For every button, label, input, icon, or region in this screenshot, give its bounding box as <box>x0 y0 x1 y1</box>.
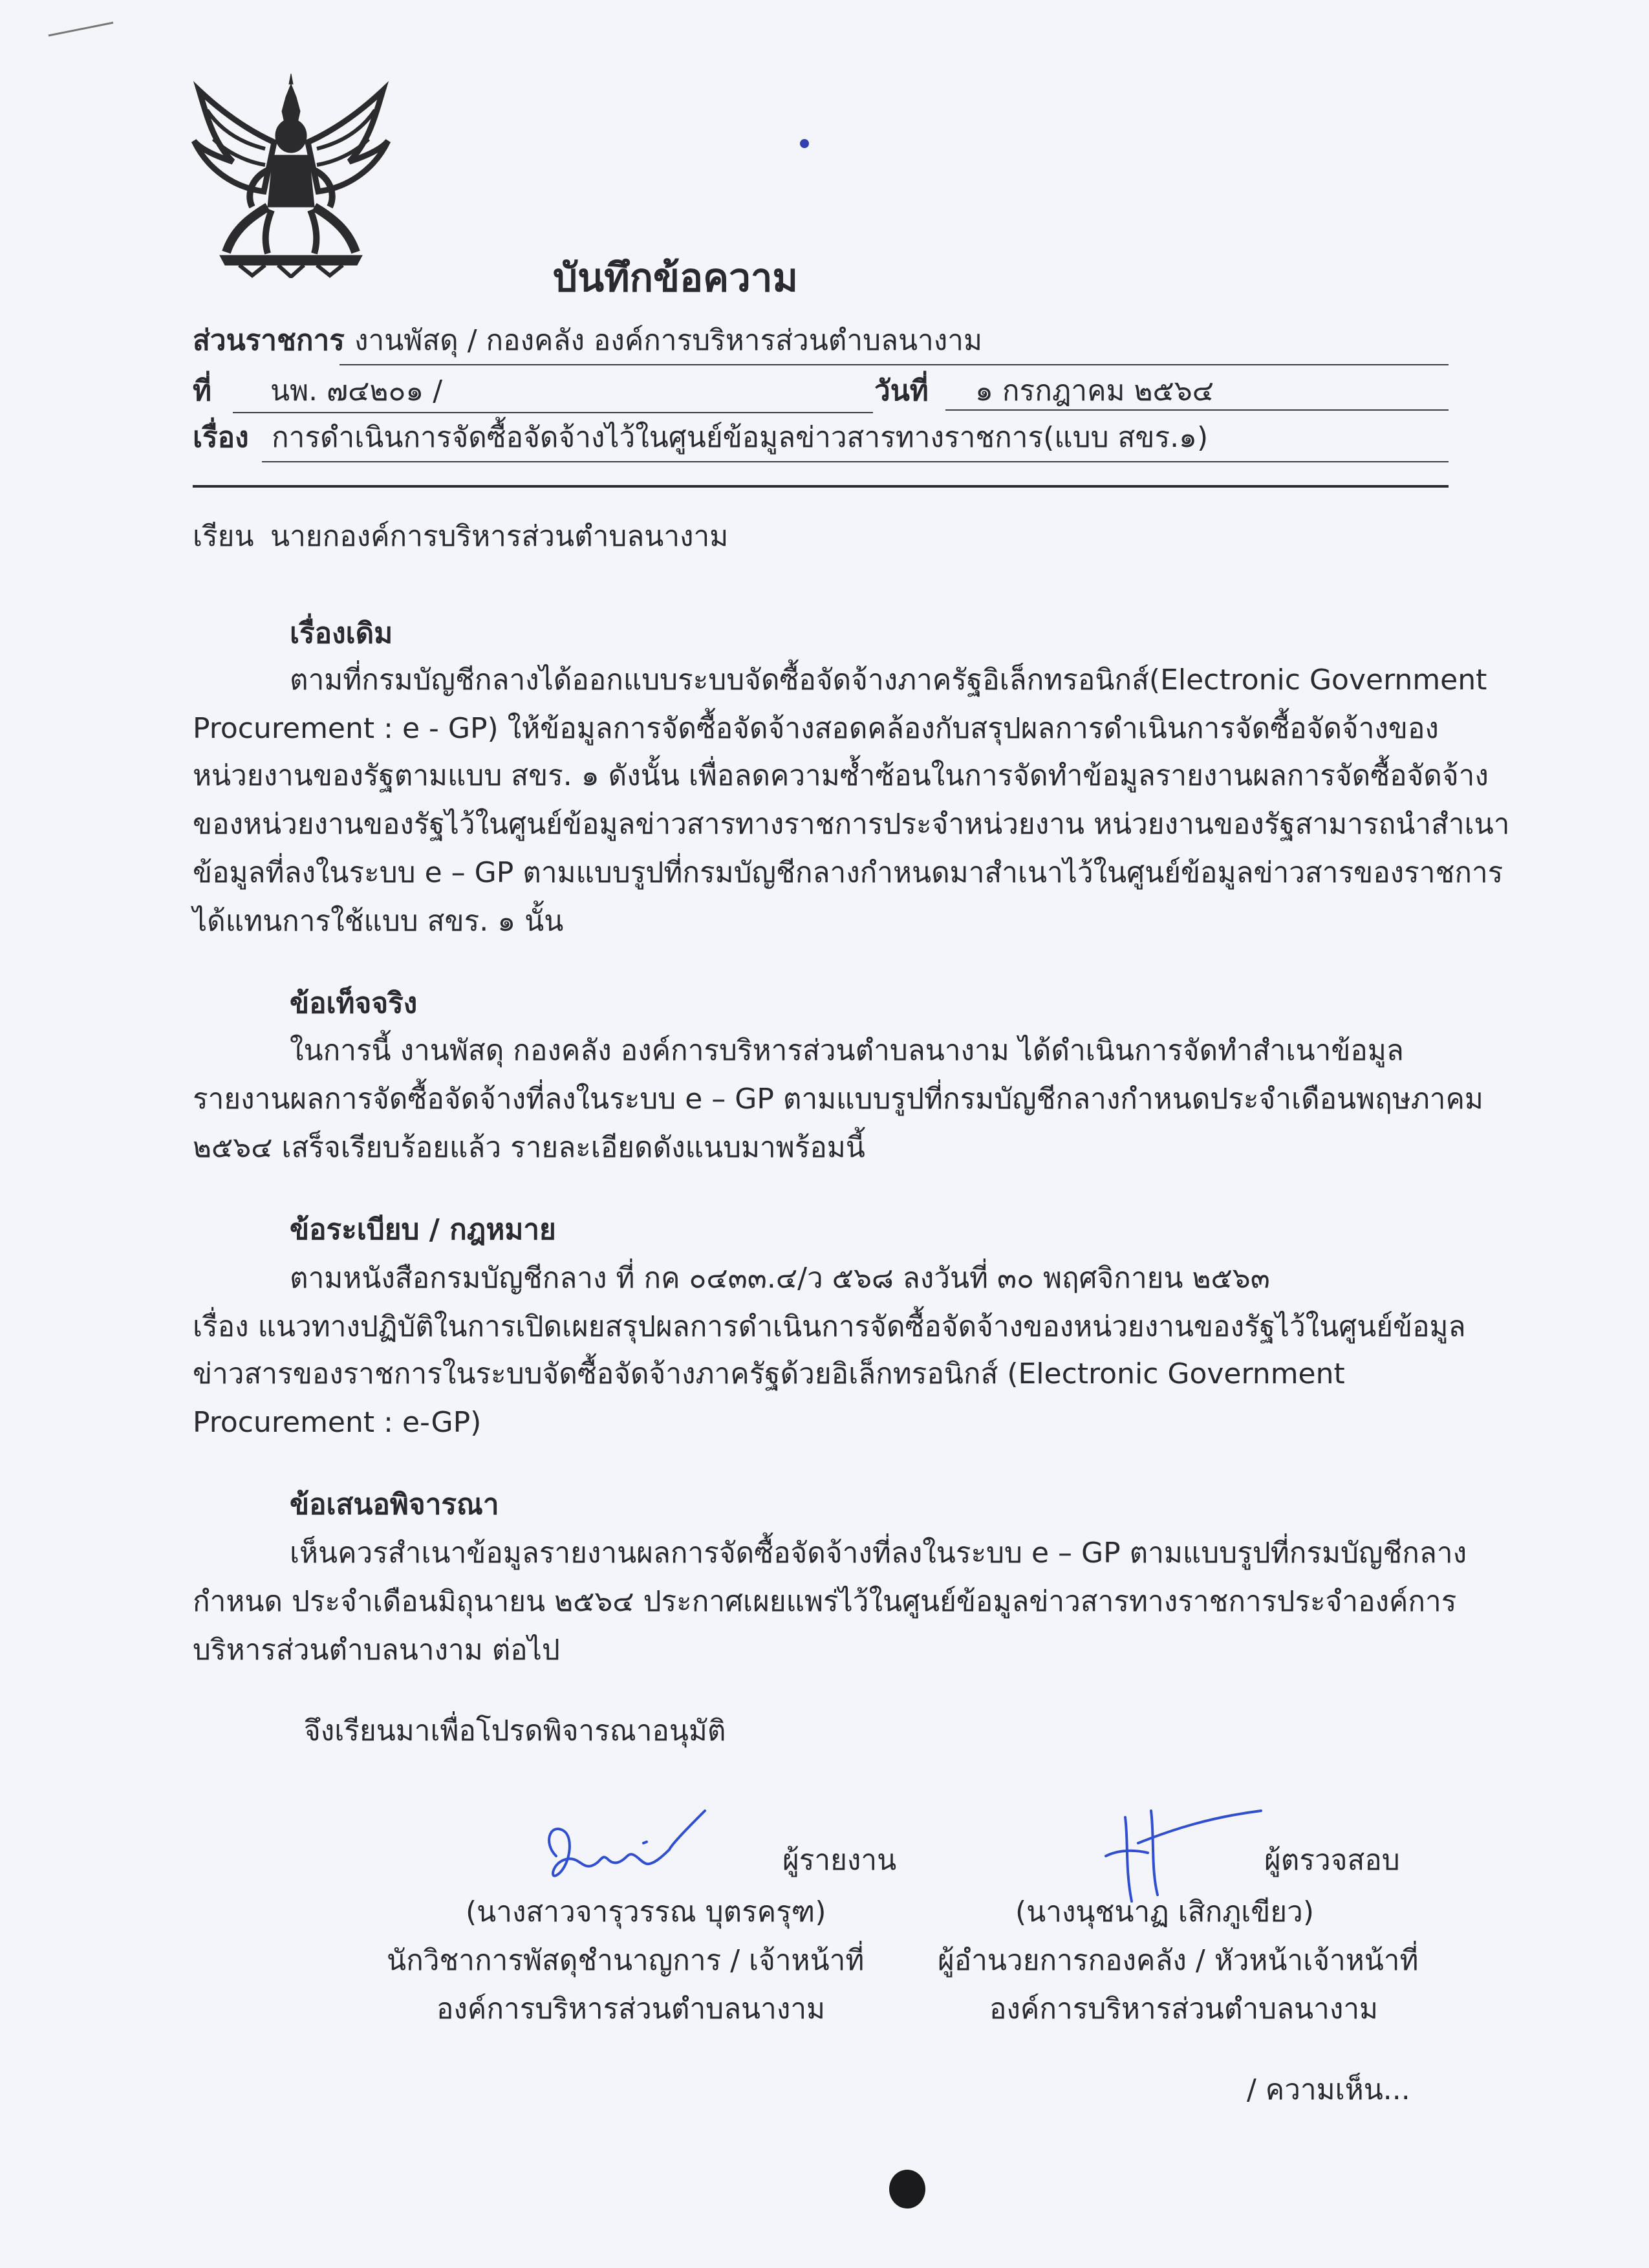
subject-value: การดำเนินการจัดซื้อจัดจ้างไว้ในศูนย์ข้อมูลข่าวสารทางราชการ(แบบ สขร.๑) <box>272 421 1209 454</box>
background-line: ตามที่กรมบัญชีกลางได้ออกแบบระบบจัดซื้อจัดจ้างภาครัฐอิเล็กทรอนิกส์(Electronic Government <box>290 664 1487 697</box>
header-divider <box>193 485 1449 488</box>
agency-rule <box>339 364 1449 365</box>
checker-position: ผู้อำนวยการกองคลัง / หัวหน้าเจ้าหน้าที่ <box>938 1944 1419 1977</box>
subject-rule <box>262 461 1449 462</box>
regulations-line: ตามหนังสือกรมบัญชีกลาง ที่ กค ๐๔๓๓.๔/ว ๕๖๘ ลงวันที่ ๓๐ พฤศจิกายน ๒๕๖๓ <box>290 1262 1270 1295</box>
to-value: นายกองค์การบริหารส่วนตำบลนางาม <box>270 520 729 553</box>
reporter-signature <box>530 1804 724 1908</box>
checker-role: ผู้ตรวจสอบ <box>1264 1844 1400 1877</box>
regulations-line: Procurement : e-GP) <box>193 1406 482 1439</box>
date-rule <box>945 409 1449 411</box>
garuda-emblem <box>188 71 401 278</box>
background-line: หน่วยงานของรัฐตามแบบ สขร. ๑ ดังนั้น เพื่อลดความซ้ำซ้อนในการจัดทำข้อมูลรายงานผลการจัดซื้อจัดจ้าง <box>193 759 1489 792</box>
proposal-heading: ข้อเสนอพิจารณา <box>290 1488 499 1521</box>
facts-line: ในการนี้ งานพัสดุ กองคลัง องค์การบริหารส่วนตำบลนางาม ได้ดำเนินการจัดทำสำเนาข้อมูล <box>290 1034 1404 1067</box>
proposal-line: บริหารส่วนตำบลนางาม ต่อไป <box>193 1634 560 1667</box>
subject-label: เรื่อง <box>193 421 249 454</box>
facts-heading: ข้อเท็จจริง <box>290 987 418 1020</box>
continued-marker: / ความเห็น... <box>1247 2073 1410 2106</box>
garuda-emblem-icon <box>188 71 401 278</box>
ref-rule <box>233 412 873 413</box>
background-line: ข้อมูลที่ลงในระบบ e – GP ตามแบบรูปที่กรมบัญชีกลางกำหนดมาสำเนาไว้ในศูนย์ข้อมูลข่าวสารของราชการ <box>193 856 1503 889</box>
date-label: วันที่ <box>874 374 929 407</box>
page-title: บันทึกข้อความ <box>553 255 799 301</box>
ref-value: นพ. ๗๔๒๐๑ / <box>270 374 443 407</box>
closing-text: จึงเรียนมาเพื่อโปรดพิจารณาอนุมัติ <box>304 1714 726 1747</box>
pen-mark <box>45 19 116 39</box>
reporter-org: องค์การบริหารส่วนตำบลนางาม <box>436 1993 826 2025</box>
agency-label: ส่วนราชการ <box>193 324 345 357</box>
background-heading: เรื่องเดิม <box>290 617 393 650</box>
checker-org: องค์การบริหารส่วนตำบลนางาม <box>989 1993 1379 2025</box>
staple-hole <box>885 2166 930 2212</box>
background-line: ของหน่วยงานของรัฐไว้ในศูนย์ข้อมูลข่าวสารทางราชการประจำหน่วยงาน หน่วยงานของรัฐสามารถนำสำเนา <box>193 808 1510 841</box>
reporter-position: นักวิชาการพัสดุชำนาญการ / เจ้าหน้าที่ <box>387 1944 865 1977</box>
ink-speck <box>797 137 812 150</box>
date-value: ๑ กรกฎาคม ๒๕๖๔ <box>975 374 1214 407</box>
facts-line: ๒๕๖๔ เสร็จเรียบร้อยแล้ว รายละเอียดดังแนบมาพร้อมนี้ <box>193 1131 865 1164</box>
regulations-heading: ข้อระเบียบ / กฎหมาย <box>290 1213 556 1246</box>
to-label: เรียน <box>193 520 254 553</box>
regulations-line: ข่าวสารของราชการในระบบจัดซื้อจัดจ้างภาครัฐด้วยอิเล็กทรอนิกส์ (Electronic Government <box>193 1357 1345 1390</box>
facts-line: รายงานผลการจัดซื้อจัดจ้างที่ลงในระบบ e – GP ตามแบบรูปที่กรมบัญชีกลางกำหนดประจำเดือนพฤษภาคม <box>193 1083 1483 1116</box>
agency-value: งานพัสดุ / กองคลัง องค์การบริหารส่วนตำบลนางาม <box>354 324 982 357</box>
proposal-line: กำหนด ประจำเดือนมิถุนายน ๒๕๖๔ ประกาศเผยแพร่ไว้ในศูนย์ข้อมูลข่าวสารทางราชการประจำองค์การ <box>193 1585 1457 1618</box>
background-line: Procurement : e - GP) ให้ข้อมูลการจัดซื้อจัดจ้างสอดคล้องกับสรุปผลการดำเนินการจัดซื้อจัดจ้างของ <box>193 712 1439 745</box>
reporter-name: (นางสาวจารุวรรณ บุตรครุฑ) <box>466 1895 826 1928</box>
background-line: ได้แทนการใช้แบบ สขร. ๑ นั้น <box>193 905 564 938</box>
reporter-role: ผู้รายงาน <box>782 1844 897 1877</box>
proposal-line: เห็นควรสำเนาข้อมูลรายงานผลการจัดซื้อจัดจ้างที่ลงในระบบ e – GP ตามแบบรูปที่กรมบัญชีกลาง <box>290 1537 1467 1570</box>
checker-signature <box>1099 1804 1267 1908</box>
ref-label: ที่ <box>193 374 212 407</box>
regulations-line: เรื่อง แนวทางปฏิบัติในการเปิดเผยสรุปผลการดำเนินการจัดซื้อจัดจ้างของหน่วยงานของรัฐไว้ในศูนย์ข้อมูล <box>193 1310 1466 1343</box>
checker-name: (นางนุชนาฏ เสิกภูเขียว) <box>1015 1895 1314 1928</box>
